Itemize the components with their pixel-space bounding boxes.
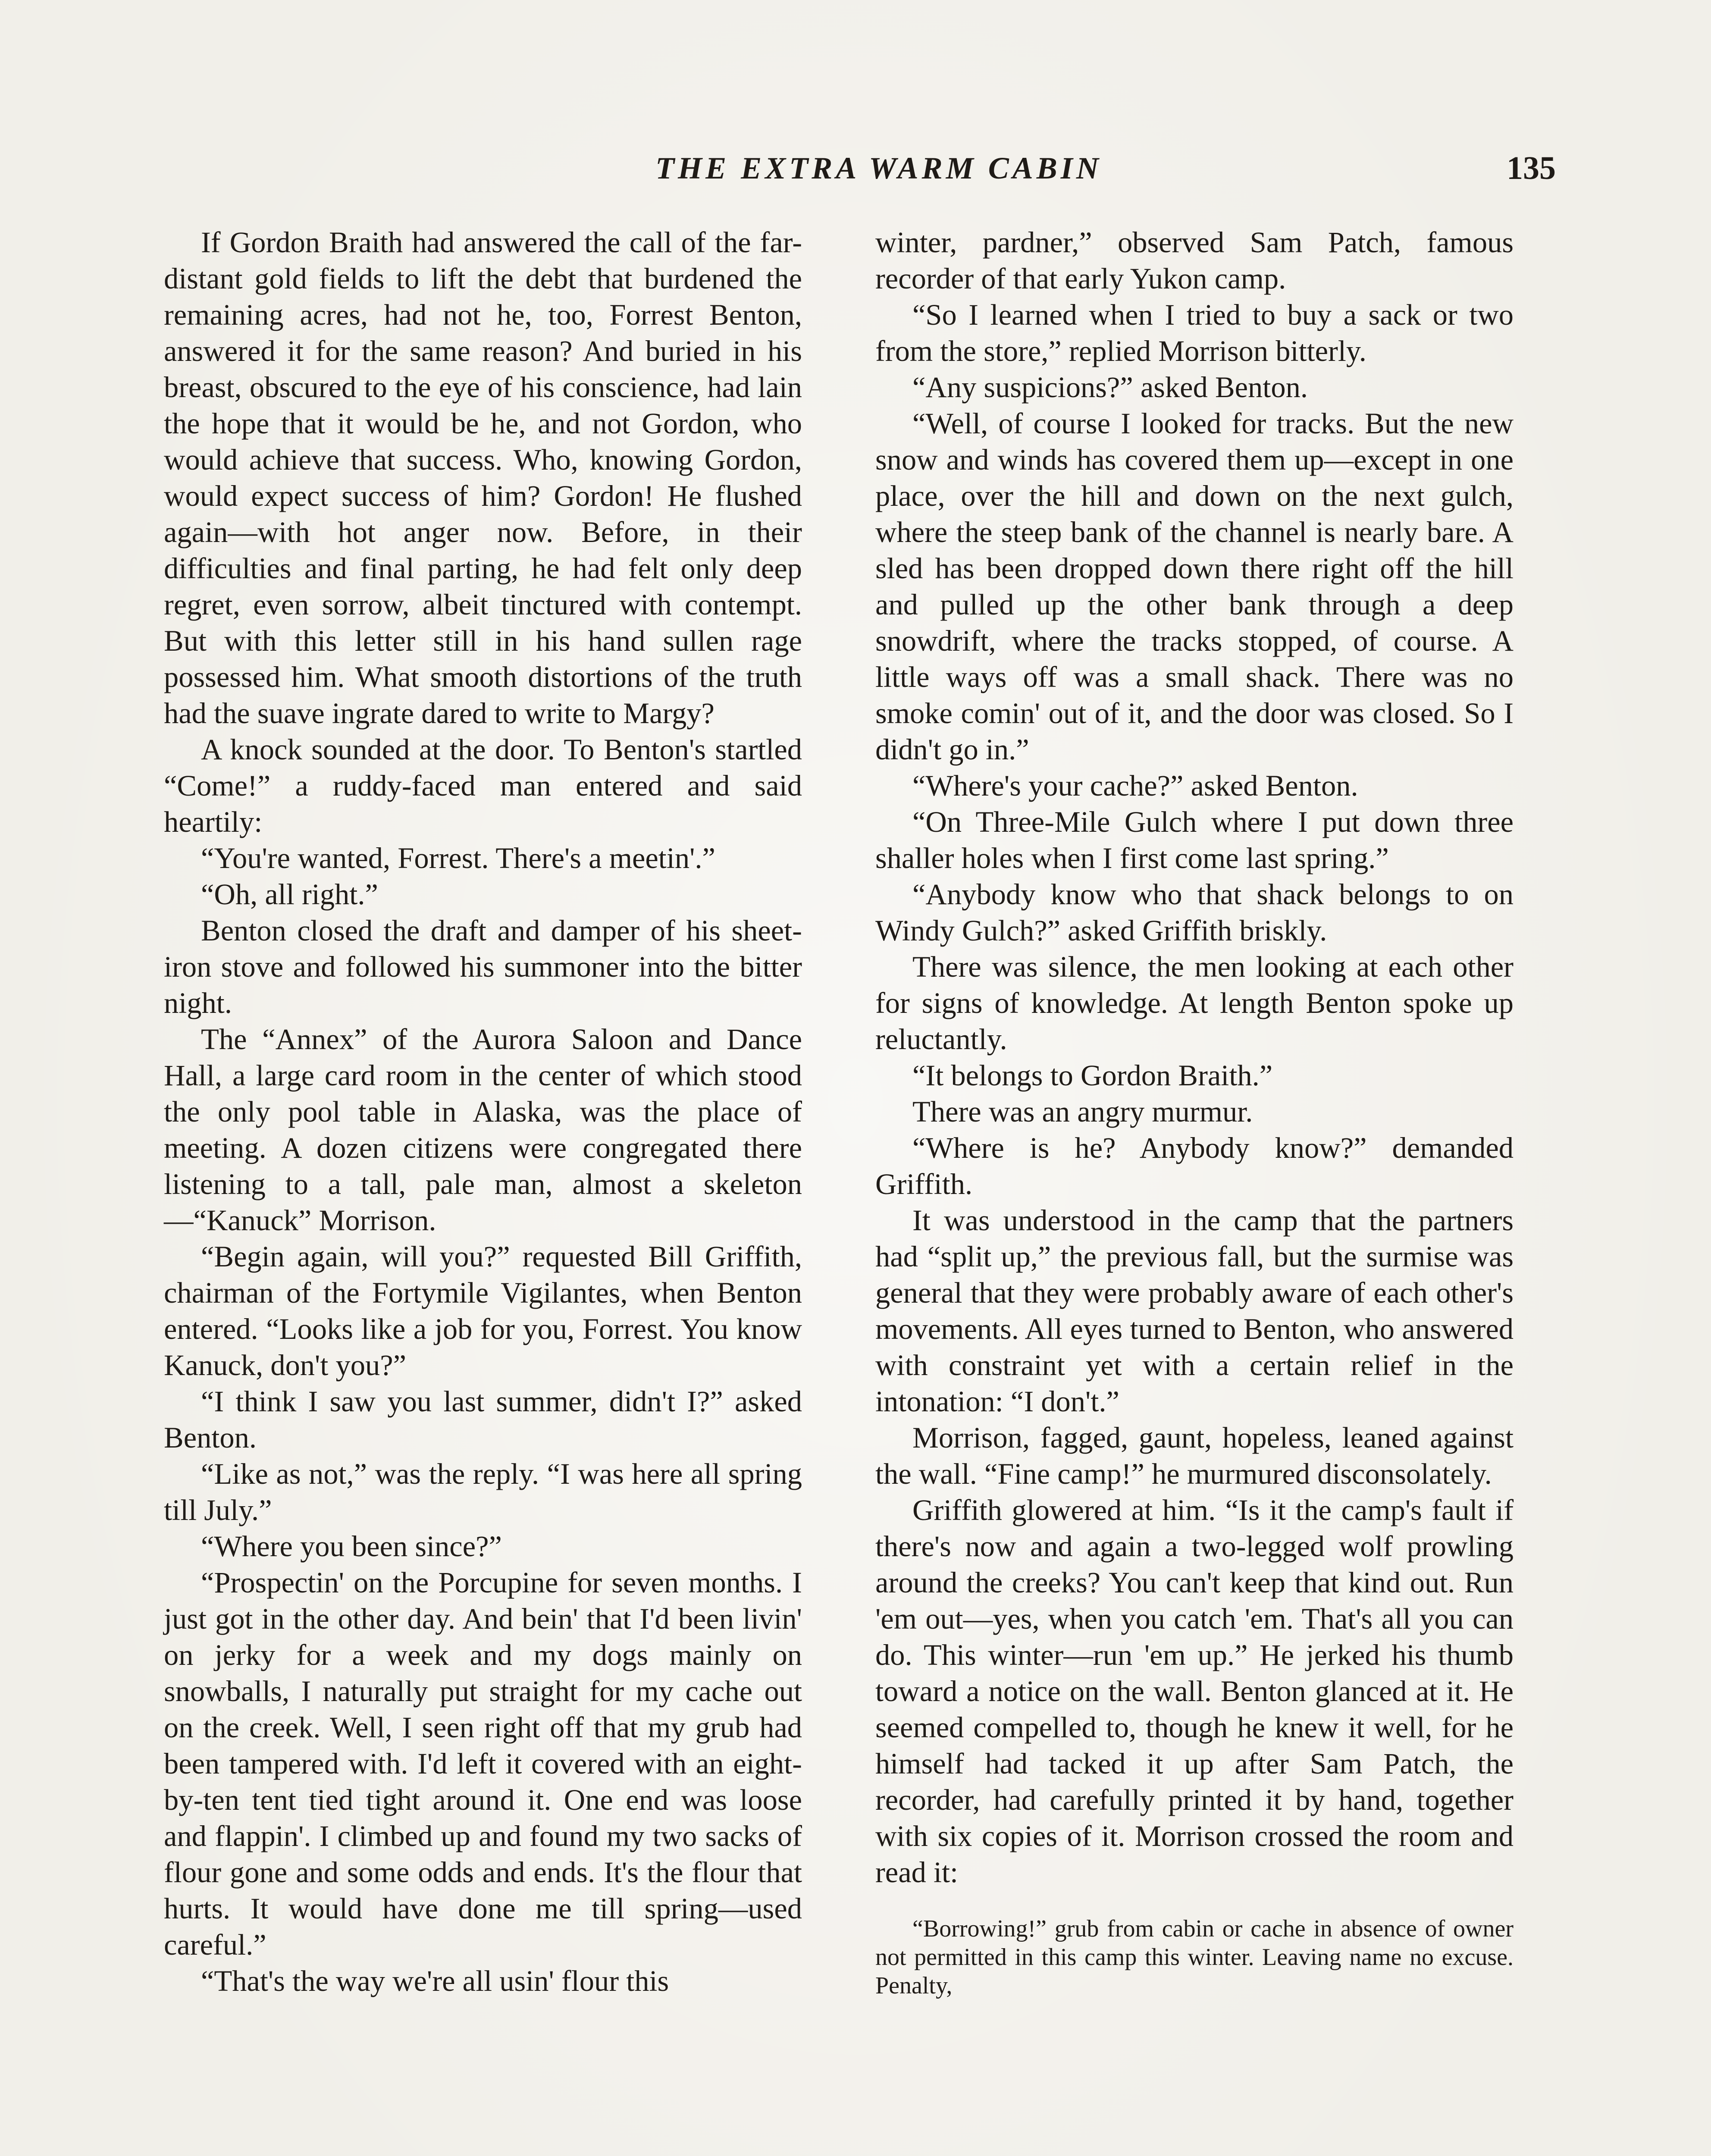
- paragraph: The “Annex” of the Aurora Saloon and Dance Hall, a large card room in the center of which stood the only pool table in Alaska, was the place of meeting. A dozen citizens were congregated there listening to a tall, pale man, almost a skeleton—“Kanuck” Morrison.: [164, 1023, 802, 1237]
- paragraph: “That's the way we're all usin' flour this: [201, 1965, 669, 1997]
- paragraph: “Where you been since?”: [201, 1530, 502, 1563]
- paragraph: “Any suspicions?” asked Benton.: [912, 371, 1308, 404]
- paragraph: “Where's your cache?” asked Benton.: [912, 769, 1358, 802]
- posted-notice: “Borrowing!” grub from cabin or cache in absence of owner not permitted in this camp this winter. Leaving name no excuse. Penalty,: [875, 1915, 1514, 1999]
- paragraph: Benton closed the draft and damper of his sheet-iron stove and followed his summoner into the bitter night.: [164, 914, 802, 1019]
- paragraph: “Oh, all right.”: [201, 878, 378, 911]
- paragraph: “Well, of course I looked for tracks. But the new snow and winds has covered them up—except in one place, over the hill and down on the next gulch, where the steep bank of the channel is nearly bare. A sled has been dropped down there right off the hill and pulled up the other bank through a deep snowdrift, where the tracks stopped, of course. A little ways off was a small shack. There was no smoke comin' out of it, and the door was closed. So I didn't go in.”: [875, 407, 1514, 766]
- paragraph-continued: winter, pardner,” observed Sam Patch, famous recorder of that early Yukon camp.: [875, 226, 1514, 295]
- paragraph: There was an angry murmur.: [912, 1095, 1253, 1128]
- running-title: THE EXTRA WARM CABIN: [655, 151, 1102, 185]
- paragraph: There was silence, the men looking at each other for signs of knowledge. At length Benton spoke up reluctantly.: [875, 950, 1514, 1056]
- paragraph: Griffith glowered at him. “Is it the camp's fault if there's now and again a two-legged wolf prowling around the creeks? You can't keep that kind out. Run 'em out—yes, when you catch 'em. That's all you can do. This winter—run 'em up.” He jerked his thumb toward a notice on the wall. Benton glanced at it. He seemed compelled to, though he knew it well, for he himself had tacked it up after Sam Patch, the recorder, had carefully printed it by hand, together with six copies of it. Morrison crossed the room and read it:: [875, 1494, 1514, 1889]
- paragraph: “Like as not,” was the reply. “I was here all spring till July.”: [164, 1457, 802, 1526]
- paragraph: “So I learned when I tried to buy a sack or two from the store,” replied Morrison bitterly.: [875, 298, 1514, 367]
- page-number: 135: [1507, 150, 1556, 186]
- paragraph: “Where is he? Anybody know?” demanded Griffith.: [875, 1131, 1514, 1200]
- paragraph: “On Three-Mile Gulch where I put down three shaller holes when I first come last spring.”: [875, 805, 1514, 874]
- paragraph: “I think I saw you last summer, didn't I?” asked Benton.: [164, 1385, 802, 1454]
- paragraph: “Begin again, will you?” requested Bill Griffith, chairman of the Fortymile Vigilantes, when Benton entered. “Looks like a job for you, Forrest. You know Kanuck, don't you?”: [164, 1240, 802, 1382]
- paragraph: “Anybody know who that shack belongs to on Windy Gulch?” asked Griffith briskly.: [875, 878, 1514, 947]
- paragraph: Morrison, fagged, gaunt, hopeless, leaned against the wall. “Fine camp!” he murmured disconsolately.: [875, 1421, 1514, 1490]
- paragraph: “Prospectin' on the Porcupine for seven months. I just got in the other day. And bein' that I'd been livin' on jerky for a week and my dogs mainly on snowballs, I naturally put straight for my cache out on the creek. Well, I seen right off that my grub had been tampered with. I'd left it covered with an eight-by-ten tent tied tight around it. One end was loose and flappin'. I climbed up and found my two sacks of flour gone and some odds and ends. It's the flour that hurts. It would have done me till spring—used careful.”: [164, 1566, 802, 1961]
- paragraph: If Gordon Braith had answered the call of the far-distant gold fields to lift the debt that burdened the remaining acres, had not he, too, Forrest Benton, answered it for the same reason? And buried in his breast, obscured to the eye of his conscience, had lain the hope that it would be he, and not Gordon, who would achieve that success. Who, knowing Gordon, would expect success of him? Gordon! He flushed again—with hot anger now. Before, in their difficulties and final parting, he had felt only deep regret, even sorrow, albeit tinctured with contempt. But with this letter still in his hand sullen rage possessed him. What smooth distortions of the truth had the suave ingrate dared to write to Margy?: [164, 226, 802, 730]
- paragraph: A knock sounded at the door. To Benton's startled “Come!” a ruddy-faced man entered and said heartily:: [164, 733, 802, 838]
- page-header: [202, 147, 1556, 198]
- paragraph: “You're wanted, Forrest. There's a meetin'.”: [201, 842, 715, 874]
- right-column: [875, 224, 1514, 2000]
- paragraph: “It belongs to Gordon Braith.”: [912, 1059, 1273, 1092]
- left-column: [164, 224, 802, 1999]
- paragraph: It was understood in the camp that the partners had “split up,” the previous fall, but the surmise was general that they were probably aware of each other's movements. All eyes turned to Benton, who answered with constraint yet with a certain relief in the intonation: “I don't.”: [875, 1204, 1514, 1418]
